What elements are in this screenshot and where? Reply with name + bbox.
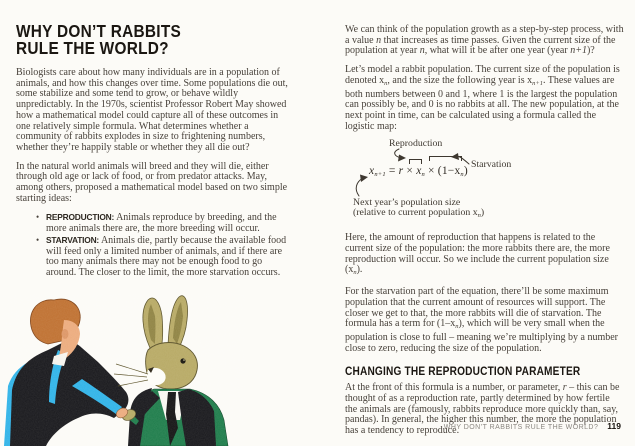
left-paragraph-2: In the natural world animals will breed and they will die, either through old age or lack of food, or from predator attacks. May, among others, proposed a mathematical model based on two simple starting ideas:	[16, 160, 288, 204]
arrowhead	[398, 155, 406, 162]
label-starvation: Starvation	[471, 159, 512, 171]
formula-sub-n-plus-1: n+1	[374, 171, 386, 179]
formula-x: x	[416, 165, 422, 178]
variable-n-plus-1: n+1	[570, 45, 587, 57]
overbracket-reproduction-term	[409, 159, 422, 164]
right-paragraph-1	[345, 25, 624, 57]
subscript-n: n	[353, 269, 357, 277]
text-run: – this can be thought of as a reproduction rate, partly determined by how fertile the animals are (famously, rabbits reproduce more quickly than, say, pandas). In general, the higher this number, the more the population has a tendency to reproduce.	[345, 382, 620, 437]
text-run: Here, the amount of reproduction that happens is related to the current size of the population: the more rabbits there are, the more reproduction will occur. So we include the current population size (x	[345, 232, 610, 276]
page-title-line1: WHY DON’T RABBITS	[16, 21, 182, 41]
bullet-label: REPRODUCTION:	[46, 212, 115, 223]
section-heading: CHANGING THE REPRODUCTION PARAMETER	[345, 366, 581, 379]
page-number: 119	[607, 421, 621, 431]
illustration-man-rabbit-handshake	[2, 294, 245, 446]
formula-sub-n: n	[421, 171, 425, 179]
formula-sub-n: n	[460, 171, 464, 179]
subscript-n: n	[384, 79, 388, 87]
bullet-label: STARVATION:	[46, 234, 100, 245]
text-run: For the starvation part of the equation, there’ll be some maximum population that the current amount of resources will support. The closer we get to that, the more rabbits will die of starvation. The formula has a term for (1–x	[345, 286, 609, 330]
bullet-text: Animals die, partly because the available food will feed only a limited number of animals, and if there are too many animals there may not be enough food to go around. The closer to the limit, the more starvation occurs.	[46, 234, 287, 278]
label-reproduction: Reproduction	[389, 138, 443, 150]
left-page	[16, 0, 288, 279]
formula-equals: =	[385, 165, 399, 178]
arrow-next-year	[356, 178, 363, 196]
text-run: ), which will be very small when the population is close to full – meaning we’re multiplying by a number close to zero, reducing the size of the population.	[345, 318, 619, 354]
text-run: , what will it be after one year (year	[424, 45, 571, 57]
text-run: that increases as time passes. Given the current size of the population at year	[345, 34, 616, 57]
formula-r: r	[398, 165, 404, 178]
text-run: (relative to current population x	[353, 207, 478, 219]
text-run: )?	[586, 45, 595, 57]
page-title-line2: RULE THE WORLD?	[16, 37, 169, 58]
right-paragraph-3	[345, 233, 624, 279]
page-title	[16, 23, 255, 56]
list-item-starvation	[36, 234, 288, 279]
bullet-icon: •	[36, 234, 40, 245]
bullet-text: Animals reproduce by breeding, and the more animals there are, the more breeding will occur.	[46, 212, 277, 235]
text-run: ).	[356, 264, 363, 276]
subscript-n: n	[455, 323, 459, 331]
page-footer	[444, 421, 621, 431]
formula-close-paren: )	[463, 165, 468, 178]
variable-n: n	[376, 34, 382, 46]
text-run: . These values are both numbers between 0 and 1, where 1 is the largest the population can possibly be, and 0 is no rabbits at all. The new population, at the next point in time, can be calculated using a formula called the logistic map:	[345, 74, 619, 132]
formula-one-minus-x: (1−x	[437, 165, 461, 178]
variable-r: r	[562, 382, 567, 394]
formula-x: x	[369, 165, 375, 178]
label-next-year-line2	[353, 207, 484, 219]
formula-times: ×	[424, 165, 438, 178]
subscript-n-plus-1: n+1	[532, 79, 543, 87]
arrowhead	[360, 175, 368, 183]
right-paragraph-4	[345, 287, 624, 354]
bullet-icon: •	[36, 212, 40, 223]
text-run: , and the size the following year is x	[387, 74, 533, 86]
arrow-reproduction	[395, 149, 401, 158]
list-item-reproduction	[36, 212, 288, 235]
formula-times: ×	[403, 165, 417, 178]
text-run: )	[480, 207, 485, 219]
text-run: Let’s model a rabbit population. The current size of the population is denoted x	[345, 64, 620, 86]
right-page	[345, 0, 624, 437]
stipple-texture	[2, 294, 245, 446]
logistic-map-diagram	[345, 137, 624, 225]
label-next-year-line1: Next year’s population size	[353, 197, 461, 209]
left-paragraph-1: Biologists care about how many individuals are in a population of animals, and how this changes over time. Some populations die out, some stabilize and some tend to grow, or behave wildly unpredictably. In the 1970s, scientist Professor Robert May showed how a mathematical model could capture all of these outcomes in one relatively simple formula. What determines whether a community of rabbits explodes in size to frightening numbers, whether they’re happily stable or whether they all die out?	[16, 67, 288, 153]
variable-n: n	[419, 45, 425, 57]
subscript-n: n	[477, 212, 481, 220]
right-paragraph-2	[345, 65, 624, 132]
text-run: We can think of the population growth as a step-by-step process, with a value	[345, 24, 624, 46]
running-header-text: WHY DON’T RABBITS RULE THE WORLD?	[443, 424, 599, 431]
text-run: At the front of this formula is a number, or parameter,	[345, 382, 563, 394]
logistic-map-formula	[369, 165, 468, 178]
overbracket-starvation-term	[429, 156, 462, 161]
starting-ideas-list	[16, 212, 288, 278]
